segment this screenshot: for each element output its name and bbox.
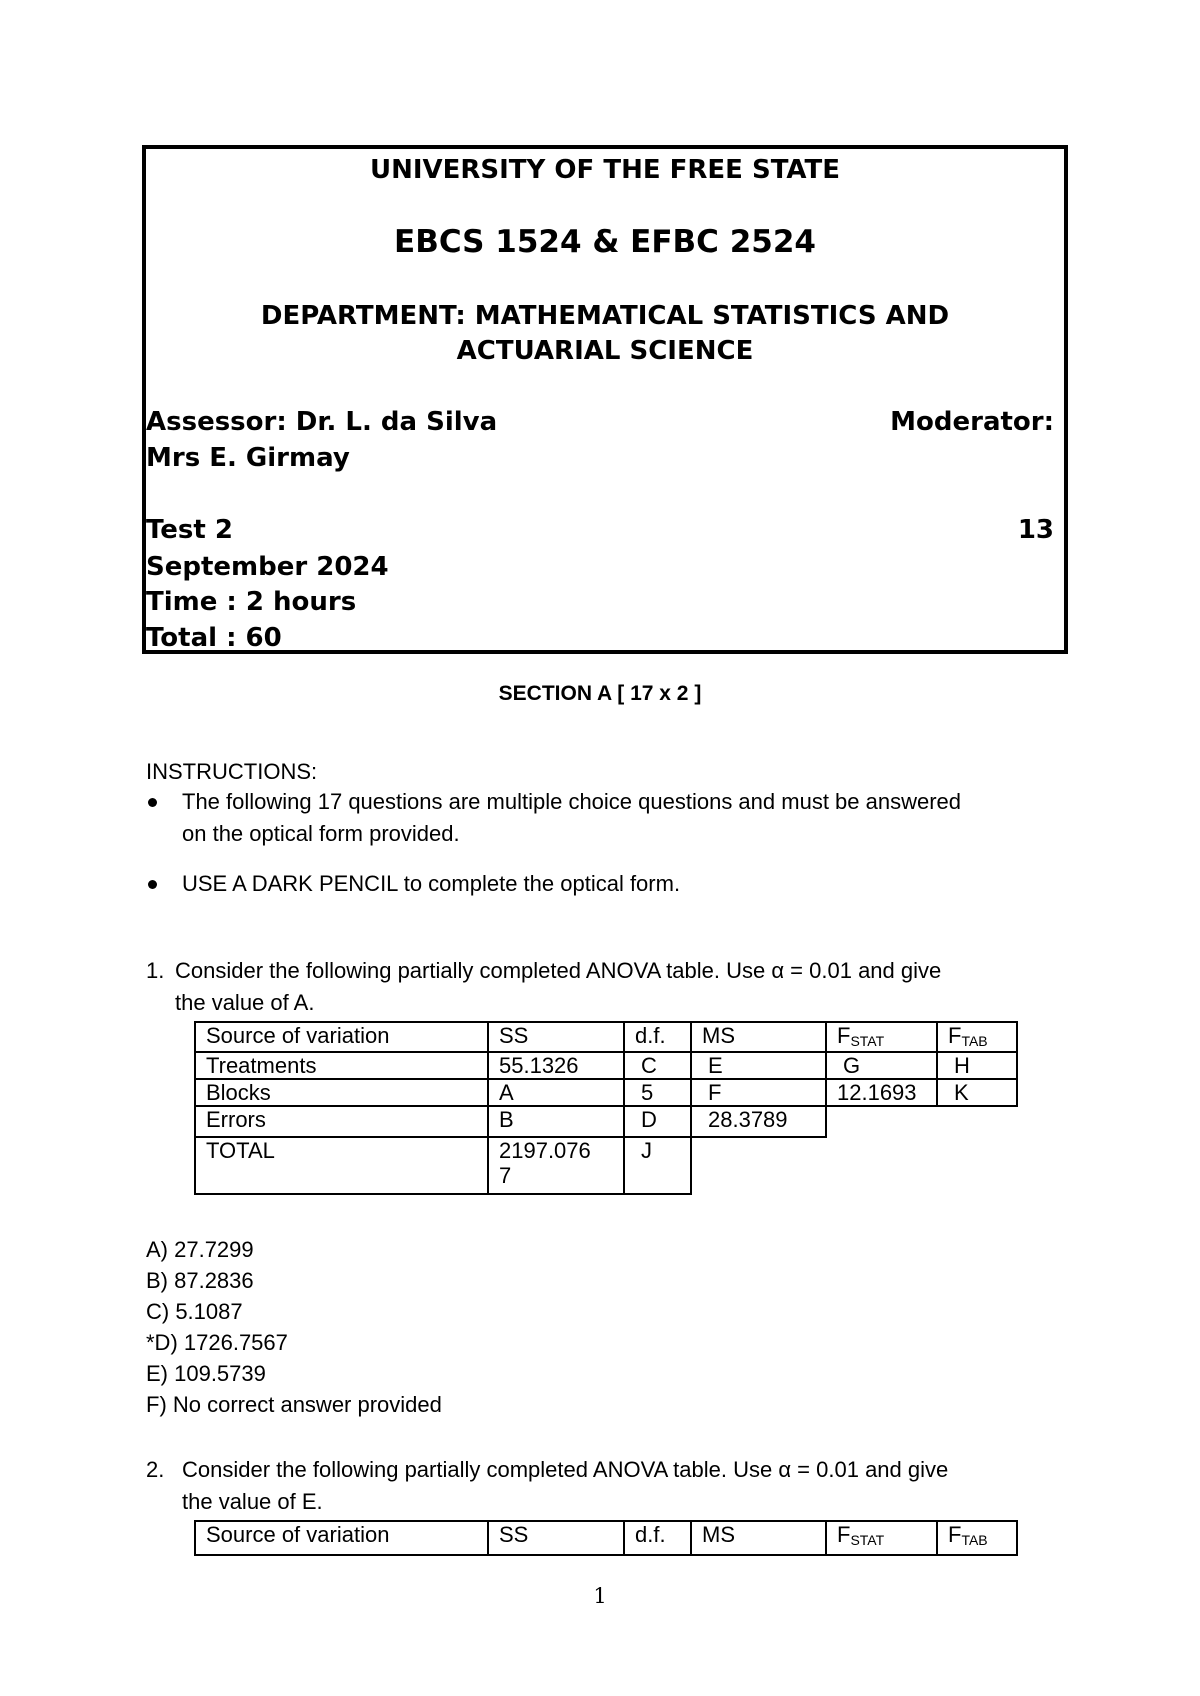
exam-header-box [142, 145, 1068, 654]
department-line-1: DEPARTMENT: MATHEMATICAL STATISTICS AND [260, 301, 950, 331]
table-cell: A [488, 1079, 624, 1106]
q1-option-d: *D) 1726.7567 [146, 1330, 288, 1355]
page-number: 1 [593, 1584, 607, 1608]
table-row [195, 1052, 1017, 1079]
table-header-row [195, 1022, 1017, 1052]
table-header-row [195, 1521, 1017, 1555]
table-cell: 5 [624, 1079, 691, 1106]
question-2-text-line-2: the value of E. [182, 1489, 323, 1514]
department-line-2: ACTUARIAL SCIENCE [456, 336, 754, 366]
question-1-text-line-2: the value of A. [175, 990, 315, 1015]
moderator-label: Moderator: [890, 407, 1054, 437]
question-1-text-line-1: Consider the following partially completed ANOVA table. Use α = 0.01 and give [175, 958, 942, 983]
header-fstat: FSTAT [826, 1022, 937, 1052]
header-source: Source of variation [195, 1022, 488, 1052]
empty-cell [826, 1106, 937, 1137]
table-row [195, 1137, 1017, 1194]
table-row [195, 1079, 1017, 1106]
course-code: EBCS 1524 & EFBC 2524 [394, 224, 816, 260]
header-ftab: FTAB [937, 1521, 1017, 1555]
test-time: Time : 2 hours [146, 587, 357, 617]
header-ftab: FTAB [937, 1022, 1017, 1052]
header-ms: MS [691, 1022, 826, 1052]
header-ss: SS [488, 1521, 624, 1555]
table-cell: G [826, 1052, 937, 1079]
table-cell: 12.1693 [826, 1079, 937, 1106]
bullet-icon [148, 798, 157, 807]
question-2-number: 2. [146, 1457, 165, 1482]
empty-cell [691, 1137, 826, 1194]
bullet-icon [148, 880, 157, 889]
table-cell: 28.3789 [691, 1106, 826, 1137]
table-cell: D [624, 1106, 691, 1137]
q1-option-f: F) No correct answer provided [146, 1392, 442, 1417]
q1-option-b: B) 87.2836 [146, 1268, 254, 1293]
q1-option-c: C) 5.1087 [146, 1299, 243, 1324]
header-fstat: FSTAT [826, 1521, 937, 1555]
table-cell: F [691, 1079, 826, 1106]
table-cell: E [691, 1052, 826, 1079]
instructions-label: INSTRUCTIONS: [146, 759, 318, 784]
question-1-number: 1. [146, 958, 165, 983]
empty-cell [826, 1137, 937, 1194]
table-cell: H [937, 1052, 1017, 1079]
table-cell: J [624, 1137, 691, 1194]
anova-table-q1 [194, 1021, 1018, 1195]
table-cell: TOTAL [195, 1137, 488, 1194]
test-month: September 2024 [146, 552, 389, 582]
empty-cell [937, 1137, 1017, 1194]
question-2-text-line-1: Consider the following partially completed ANOVA table. Use α = 0.01 and give [182, 1457, 949, 1482]
test-label: Test 2 [146, 515, 233, 545]
table-cell: Blocks [195, 1079, 488, 1106]
table-row [195, 1106, 1017, 1137]
q1-option-a: A) 27.7299 [146, 1237, 254, 1262]
university-name: UNIVERSITY OF THE FREE STATE [369, 155, 841, 185]
instruction-1-line-2: on the optical form provided. [182, 821, 460, 846]
empty-cell [937, 1106, 1017, 1137]
table-cell: 2197.076 7 [488, 1137, 624, 1194]
moderator-name: Mrs E. Girmay [146, 443, 350, 473]
test-total: Total : 60 [146, 623, 282, 653]
anova-table-q2 [194, 1520, 1018, 1556]
table-cell: 55.1326 [488, 1052, 624, 1079]
instruction-1-line-1: The following 17 questions are multiple choice questions and must be answered [182, 789, 962, 814]
table-cell: K [937, 1079, 1017, 1106]
table-cell: Treatments [195, 1052, 488, 1079]
instruction-2: USE A DARK PENCIL to complete the optical form. [182, 871, 681, 896]
test-day: 13 [1017, 515, 1054, 545]
header-df: d.f. [624, 1022, 691, 1052]
table-cell: B [488, 1106, 624, 1137]
q1-option-e: E) 109.5739 [146, 1361, 266, 1386]
table-cell: Errors [195, 1106, 488, 1137]
section-title: SECTION A [ 17 x 2 ] [498, 682, 702, 705]
header-source: Source of variation [195, 1521, 488, 1555]
assessor: Assessor: Dr. L. da Silva [146, 407, 498, 437]
header-ms: MS [691, 1521, 826, 1555]
table-cell: C [624, 1052, 691, 1079]
header-df: d.f. [624, 1521, 691, 1555]
header-ss: SS [488, 1022, 624, 1052]
